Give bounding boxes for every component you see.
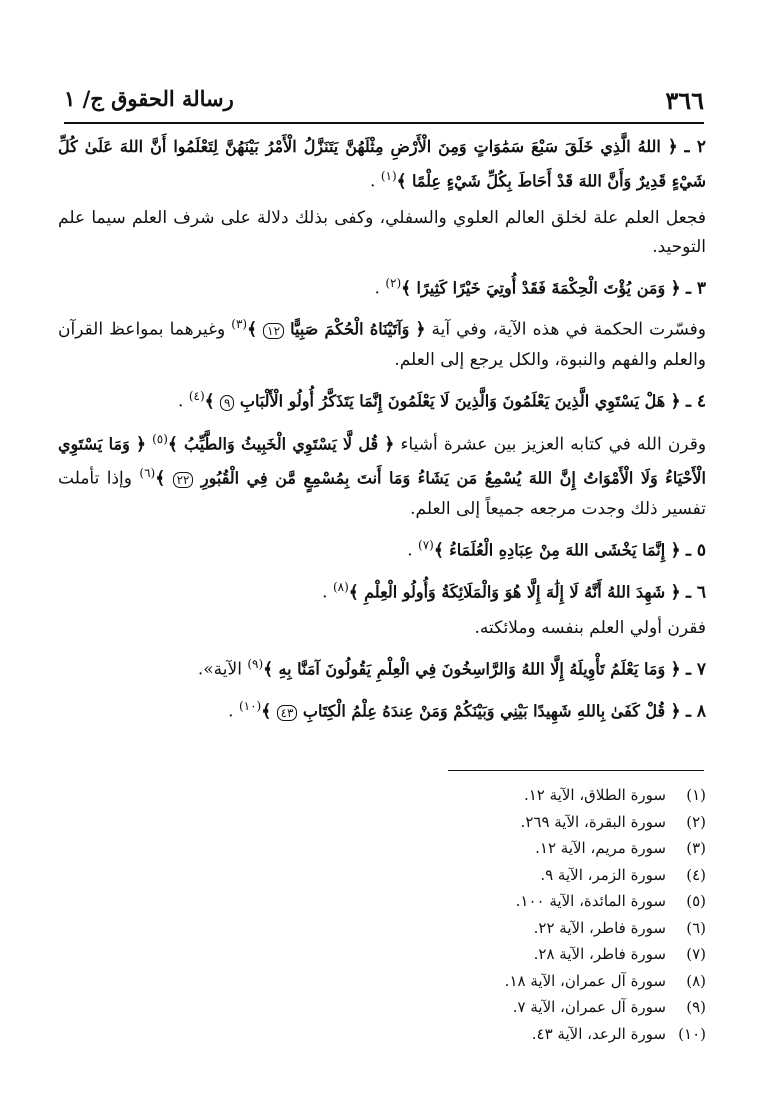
footnote-number: (٤) [686, 865, 706, 884]
ayah-number-mark: ٤٣ [277, 705, 298, 721]
footnote-item [300, 888, 706, 915]
footnote-text: سورة الطلاق، الآية ١٢. [523, 786, 666, 804]
footnote-number: (١) [686, 786, 706, 804]
footnote-text: سورة الزمر، الآية ٩. [540, 865, 666, 884]
footnote-ref: (١٠) [238, 698, 262, 713]
footnote-ref: (٢) [385, 275, 402, 290]
quran-verse: إِنَّمَا يَخْشَى اللهَ مِنْ عِبَادِهِ الْعُلَمَاءُ [449, 540, 666, 560]
verse-open-bracket: ﴿ [670, 701, 681, 722]
verse-close-bracket: ﴾ [247, 319, 258, 340]
footnote-text: سورة الرعد، الآية ٤٣. [531, 1024, 666, 1043]
quran-verse: شَهِدَ اللهُ أَنَّهُ لَا إِلَٰهَ إِلَّا هُوَ وَالْمَلَائِكَةُ وَأُولُو الْعِلْمِ [364, 582, 666, 602]
commentary-paragraph [58, 310, 706, 375]
footnote-item [300, 782, 706, 809]
footnote-text: سورة آل عمران، الآية ١٨. [504, 971, 666, 990]
ayah-number-mark: ٢٢ [173, 472, 194, 488]
end-punct: . [228, 701, 234, 722]
verse-item-6 [58, 573, 706, 608]
end-punct: . [407, 540, 413, 561]
page-number: ٣٦٦ [665, 86, 704, 115]
quran-verse: قُل لَّا يَسْتَوِي الْخَبِيثُ وَالطَّيِّبُ [184, 434, 379, 454]
verse-close-bracket: ﴾ [261, 701, 272, 722]
verse-open-bracket: ﴿ [670, 540, 681, 561]
verse-open-bracket: ﴿ [135, 434, 146, 455]
footnote-ref: (٦) [139, 466, 156, 481]
footnote-number: (٢) [686, 812, 706, 831]
verse-open-bracket: ﴿ [384, 434, 395, 455]
footnote-item [300, 835, 706, 862]
footnote-text: سورة مريم، الآية ١٢. [535, 839, 666, 857]
verse-open-bracket: ﴿ [670, 582, 681, 603]
verse-close-bracket: ﴾ [167, 434, 178, 455]
item-number: ٤ ـ [685, 391, 706, 412]
running-title: رسالة الحقوق ج/ ١ [64, 86, 234, 111]
commentary-text: وإذا تأملت تفسير ذلك وجدت مرجعه جميعاً إلى العلم. [58, 468, 706, 519]
verse-close-bracket: ﴾ [433, 540, 444, 561]
ayah-number-mark: ٩ [220, 395, 234, 411]
footnote-number: (٣) [686, 839, 706, 857]
verse-close-bracket: ﴾ [204, 391, 215, 412]
ayah-number-mark: ١٢ [263, 323, 284, 339]
footnote-item [300, 1021, 706, 1048]
footnote-item [300, 994, 706, 1021]
commentary-paragraph [58, 425, 706, 524]
footnote-ref: (٧) [418, 537, 434, 552]
verse-open-bracket: ﴿ [415, 319, 426, 340]
footnotes-list [300, 782, 706, 1047]
page-header [64, 84, 704, 124]
end-punct: . [374, 278, 380, 299]
footnote-ref: (٣) [231, 317, 248, 332]
footnote-text: سورة آل عمران، الآية ٧. [512, 998, 666, 1016]
footnote-number: (٩) [686, 998, 706, 1016]
quran-verse: اللهُ الَّذِي خَلَقَ سَبْعَ سَمَٰوَاتٍ وَمِنَ الْأَرْضِ مِثْلَهُنَّ يَتَنَزَّلُ الْأَمْرُ بَيْنَهُنَّ لِتَعْلَمُوا أَنَّ اللهَ عَلَىٰ كُلِّ شَيْءٍ قَدِيرٌ وَأَنَّ اللهَ قَدْ أَحَاطَ بِكُلِّ شَيْءٍ عِلْمًا [58, 137, 706, 191]
quran-verse: وَمَا يَسْتَوِي الْأَحْيَاءُ وَلَا الْأَمْوَاتُ إِنَّ اللهَ يُسْمِعُ مَن يَشَاءُ وَمَا أَنتَ بِمُسْمِعٍ مَّن فِي الْقُبُورِ [58, 434, 706, 488]
footnote-item [300, 915, 706, 942]
footnote-text: سورة فاطر، الآية ٢٨. [533, 945, 666, 963]
quran-verse: هَلْ يَسْتَوِي الَّذِينَ يَعْلَمُونَ وَالَّذِينَ لَا يَعْلَمُونَ إِنَّمَا يَتَذَكَّرُ أُولُو الْأَلْبَابِ [239, 391, 666, 411]
item-number: ٧ ـ [685, 659, 706, 680]
verse-open-bracket: ﴿ [667, 137, 678, 157]
item-number: ٨ ـ [685, 701, 706, 722]
footnote-ref: (٨) [332, 579, 349, 594]
footnote-number: (٦) [686, 918, 706, 937]
footnote-number: (٥) [686, 892, 706, 910]
end-punct: . [178, 391, 184, 412]
verse-close-bracket: ﴾ [396, 171, 407, 192]
footnote-item [300, 941, 706, 968]
item-number: ٥ ـ [685, 540, 706, 561]
quran-verse: وَمَن يُؤْتَ الْحِكْمَةَ فَقَدْ أُوتِيَ خَيْرًا كَثِيرًا [416, 278, 666, 298]
commentary-paragraph: فقرن أولي العلم بنفسه وملائكته. [474, 618, 706, 639]
verse-open-bracket: ﴿ [670, 391, 681, 412]
footnote-item [300, 968, 706, 995]
header-divider [64, 122, 704, 124]
footnote-item [300, 809, 706, 836]
end-punct: . [370, 171, 376, 192]
quran-verse: قُلْ كَفَىٰ بِاللهِ شَهِيدًا بَيْنِي وَبَيْنَكُمْ وَمَنْ عِندَهُ عِلْمُ الْكِتَابِ [302, 701, 666, 721]
verse-open-bracket: ﴿ [670, 659, 681, 680]
footnote-item [300, 862, 706, 889]
footnote-number: (٨) [686, 971, 706, 990]
verse-close-bracket: ﴾ [348, 582, 359, 603]
footnote-text: سورة فاطر، الآية ٢٢. [533, 918, 666, 937]
verse-item-7 [58, 650, 706, 685]
item-number: ٦ ـ [685, 582, 706, 603]
verse-item-3 [58, 269, 706, 304]
verse-item-8 [58, 692, 706, 728]
footnote-ref: (٩) [247, 657, 264, 672]
verse-close-bracket: ﴾ [155, 468, 166, 489]
footnote-ref: (٤) [188, 388, 205, 403]
verse-open-bracket: ﴿ [670, 278, 681, 299]
quran-verse: وَمَا يَعْلَمُ تَأْوِيلَهُ إِلَّا اللهُ وَالرَّاسِخُونَ فِي الْعِلْمِ يَقُولُونَ آمَنَّا بِهِ [278, 659, 666, 679]
verse-item-4 [58, 382, 706, 418]
commentary-text: وفسّرت الحكمة في هذه الآية، وفي آية [431, 319, 706, 340]
commentary-text: وغيرهما بمواعظ القرآن والعلم والفهم والنبوة، والكل يرجع إلى العلم. [58, 319, 706, 370]
verse-close-bracket: ﴾ [401, 278, 412, 299]
end-punct: . [322, 582, 328, 603]
footnote-ref: (٥) [152, 431, 168, 446]
footnote-text: سورة البقرة، الآية ٢٦٩. [520, 812, 666, 831]
commentary-text: وقرن الله في كتابه العزيز بين عشرة أشياء [400, 434, 707, 455]
footnote-number: (١٠) [678, 1024, 706, 1043]
item-number: ٢ ـ [684, 137, 707, 157]
footnote-divider [448, 770, 704, 771]
commentary-paragraph: فجعل العلم علة لخلق العالم العلوي والسفلي، وكفى بذلك دلالة على شرف العلم سيما علم التوحيد. [58, 207, 706, 257]
verse-item-5 [58, 531, 706, 566]
main-text [58, 132, 706, 735]
item-number: ٣ ـ [685, 278, 706, 299]
verse-close-bracket: ﴾ [263, 659, 274, 680]
end-punct: الآية». [197, 659, 242, 680]
footnote-number: (٧) [686, 945, 706, 963]
verse-item-2 [58, 132, 706, 197]
quran-verse: وَآتَيْنَاهُ الْحُكْمَ صَبِيًّا [290, 319, 410, 339]
footnote-text: سورة المائدة، الآية ١٠٠. [515, 892, 666, 910]
footnote-ref: (١) [380, 169, 397, 183]
